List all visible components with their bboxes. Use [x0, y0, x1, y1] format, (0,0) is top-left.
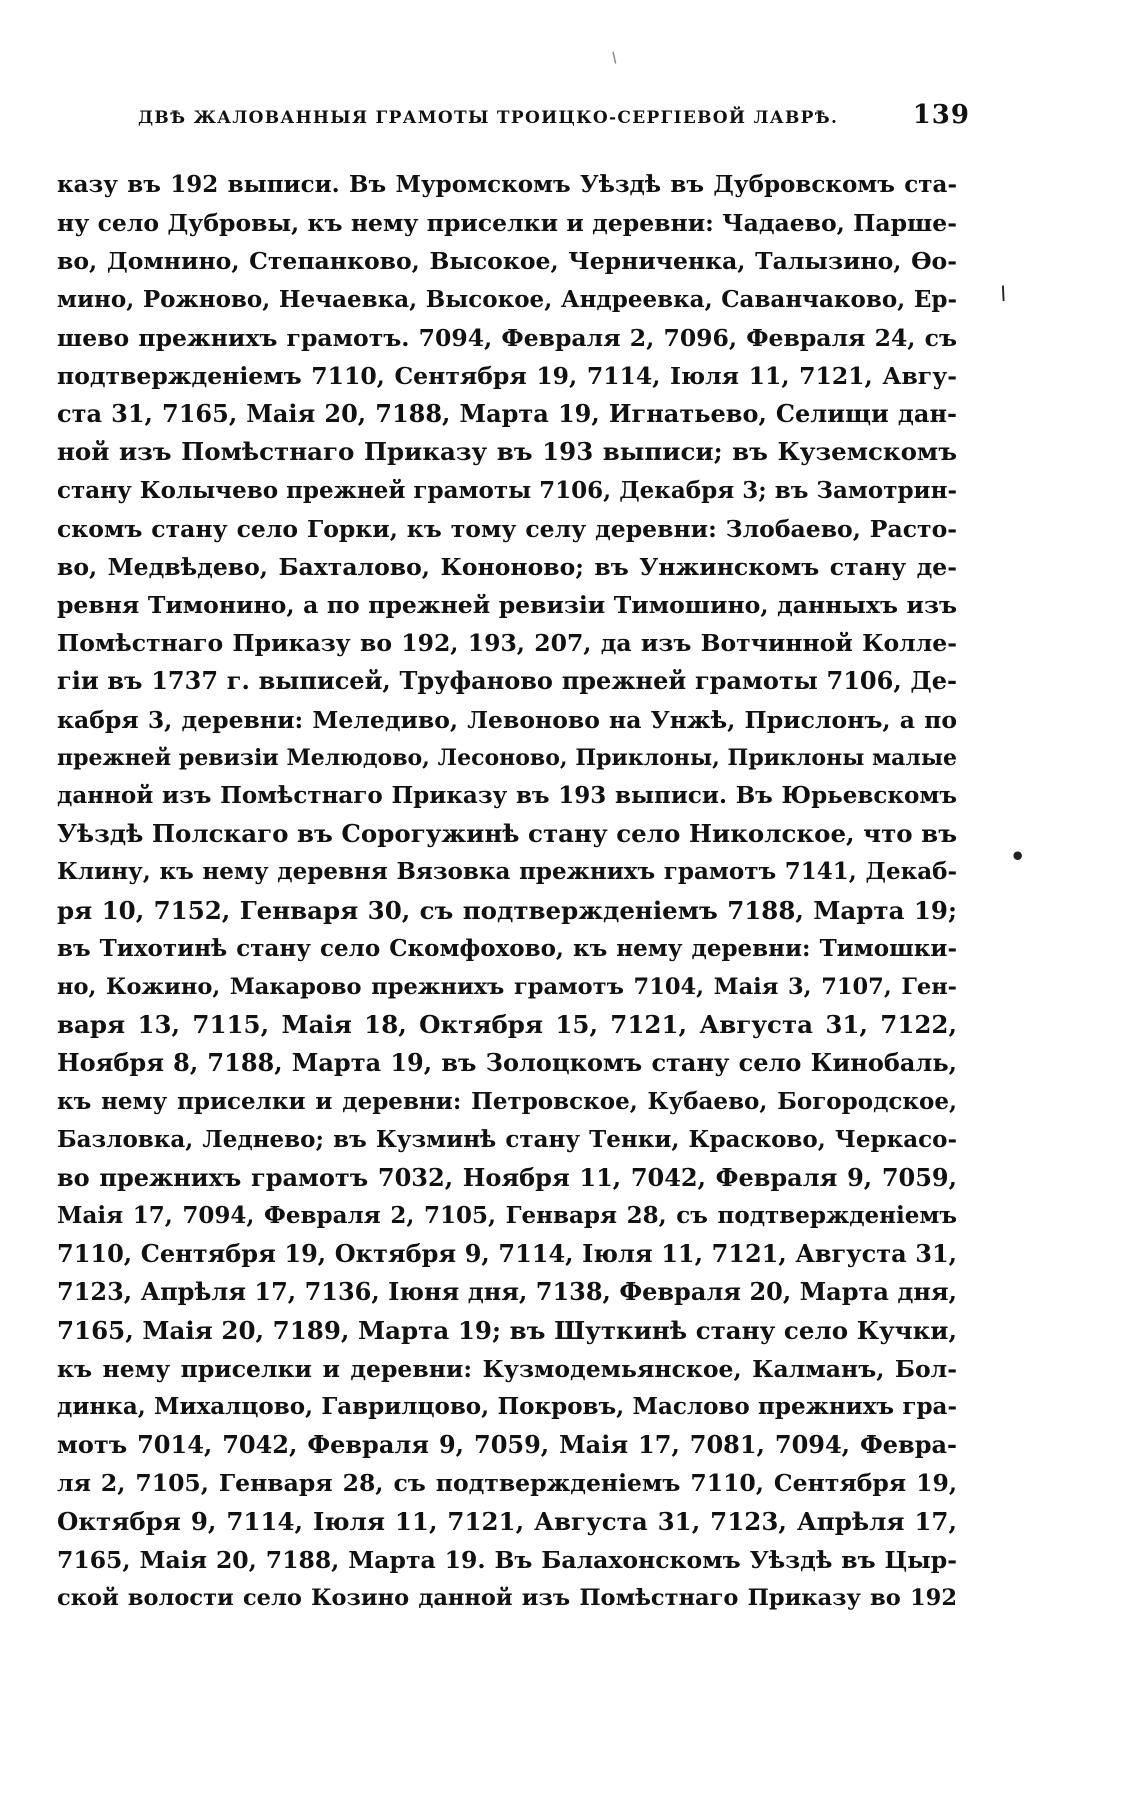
text-line: ной изъ Помѣстнаго Приказу въ 193 выписи; въ Куземскомъ	[57, 437, 957, 467]
text-line: мино, Рожново, Нечаевка, Высокое, Андреевка, Саванчаково, Ер-	[57, 285, 957, 313]
text-line: варя 13, 7115, Маія 18, Октября 15, 7121, Августа 31, 7122,	[57, 1010, 957, 1040]
text-line: мотъ 7014, 7042, Февраля 9, 7059, Маія 17, 7081, 7094, Февра-	[57, 1430, 957, 1460]
text-line: данной изъ Помѣстнаго Приказу въ 193 выписи. Въ Юрьевскомъ	[57, 782, 957, 809]
text-line: казу въ 192 выписи. Въ Муромскомъ Уѣздѣ въ Дубровскомъ ста-	[57, 171, 957, 198]
text-line: 7165, Маія 20, 7188, Марта 19. Въ Балахонскомъ Уѣздѣ въ Цыр-	[57, 1545, 957, 1574]
text-line: Маія 17, 7094, Февраля 2, 7105, Генваря 28, съ подтвержденіемъ	[57, 1202, 957, 1230]
text-line: Помѣстнаго Приказу во 192, 193, 207, да изъ Вотчинной Колле-	[57, 629, 957, 658]
text-line: шево прежнихъ грамотъ. 7094, Февраля 2, 7096, Февраля 24, съ	[57, 323, 957, 352]
text-line: Октября 9, 7114, Іюля 11, 7121, Августа 31, 7123, Апрѣля 17,	[57, 1506, 957, 1536]
text-line: прежней ревизіи Мелюдово, Лесоново, Приклоны, Приклоны малые	[57, 744, 957, 771]
text-line: подтвержденіемъ 7110, Сентября 19, 7114, Іюля 11, 7121, Авгу-	[57, 361, 957, 390]
text-line: 7123, Апрѣля 17, 7136, Іюня дня, 7138, Февраля 20, Марта дня,	[57, 1277, 957, 1307]
text-line: гіи въ 1737 г. выписей, Труфаново прежней грамоты 7106, Де-	[57, 666, 957, 696]
text-line: Уѣздѣ Полскаго въ Сорогужинѣ стану село Николское, что въ	[57, 819, 957, 849]
text-line: 7110, Сентября 19, Октября 9, 7114, Іюля 11, 7121, Августа 31,	[57, 1239, 957, 1269]
text-line: стану Колычево прежней грамоты 7106, Декабря 3; въ Замотрин-	[57, 476, 957, 504]
text-line: ревня Тимонино, а по прежней ревизіи Тимошино, данныхъ изъ	[57, 591, 957, 620]
running-title: ДВѢ ЖАЛОВАННЫЯ ГРАМОТЫ ТРОИЦКО-СЕРГІЕВОЙ ЛАВРѢ.	[138, 108, 839, 128]
text-line: къ нему приселки и деревни: Кузмодемьянское, Калманъ, Бол-	[57, 1354, 957, 1383]
text-line: кабря 3, деревни: Меледиво, Левоново на Унжѣ, Прислонъ, а по	[57, 705, 957, 734]
running-head	[138, 100, 970, 140]
margin-mark: /	[608, 49, 621, 67]
page-number: 139	[912, 100, 970, 130]
text-line: въ Тихотинѣ стану село Скомфохово, къ нему деревни: Тимошки-	[57, 934, 957, 962]
text-line: Ноября 8, 7188, Марта 19, въ Золоцкомъ стану село Кинобаль,	[57, 1048, 957, 1078]
text-line: во прежнихъ грамотъ 7032, Ноября 11, 7042, Февраля 9, 7059,	[57, 1162, 957, 1192]
text-line: во, Медвѣдево, Бахталово, Кононово; въ Унжинскомъ стану де-	[57, 552, 957, 581]
text-line: Базловка, Леднево; въ Кузминѣ стану Тенки, Красково, Черкасо-	[57, 1125, 957, 1153]
text-line: скомъ стану село Горки, къ тому селу деревни: Злобаево, Расто-	[57, 514, 957, 543]
text-line: ста 31, 7165, Маія 20, 7188, Марта 19, Игнатьево, Селищи дан-	[57, 399, 957, 429]
text-line: ря 10, 7152, Генваря 30, съ подтвержденіемъ 7188, Марта 19;	[57, 895, 957, 925]
text-line: Клину, къ нему деревня Вязовка прежнихъ грамотъ 7141, Декаб-	[57, 858, 957, 886]
text-line: но, Кожино, Макарово прежнихъ грамотъ 7104, Маія 3, 7107, Ген-	[57, 973, 957, 1000]
text-line: ну село Дубровы, къ нему приселки и деревни: Чадаево, Парше-	[57, 209, 957, 238]
body-text	[57, 166, 957, 1617]
text-line: во, Домнино, Степанково, Высокое, Черниченка, Талызино, Ѳо-	[57, 247, 957, 276]
text-line: динка, Михалцово, Гаврилцово, Покровъ, Маслово прежнихъ гра-	[57, 1393, 957, 1420]
text-line: ля 2, 7105, Генваря 28, съ подтвержденіемъ 7110, Сентября 19,	[57, 1469, 957, 1498]
text-line: къ нему приселки и деревни: Петровское, Кубаево, Богородское,	[57, 1087, 957, 1115]
margin-mark: /	[996, 282, 1010, 305]
text-line: ской волости село Козино данной изъ Помѣстнаго Приказу во 192	[57, 1584, 957, 1611]
margin-mark: •	[1010, 842, 1026, 871]
text-line: 7165, Маія 20, 7189, Марта 19; въ Шуткинѣ стану село Кучки,	[57, 1315, 957, 1345]
